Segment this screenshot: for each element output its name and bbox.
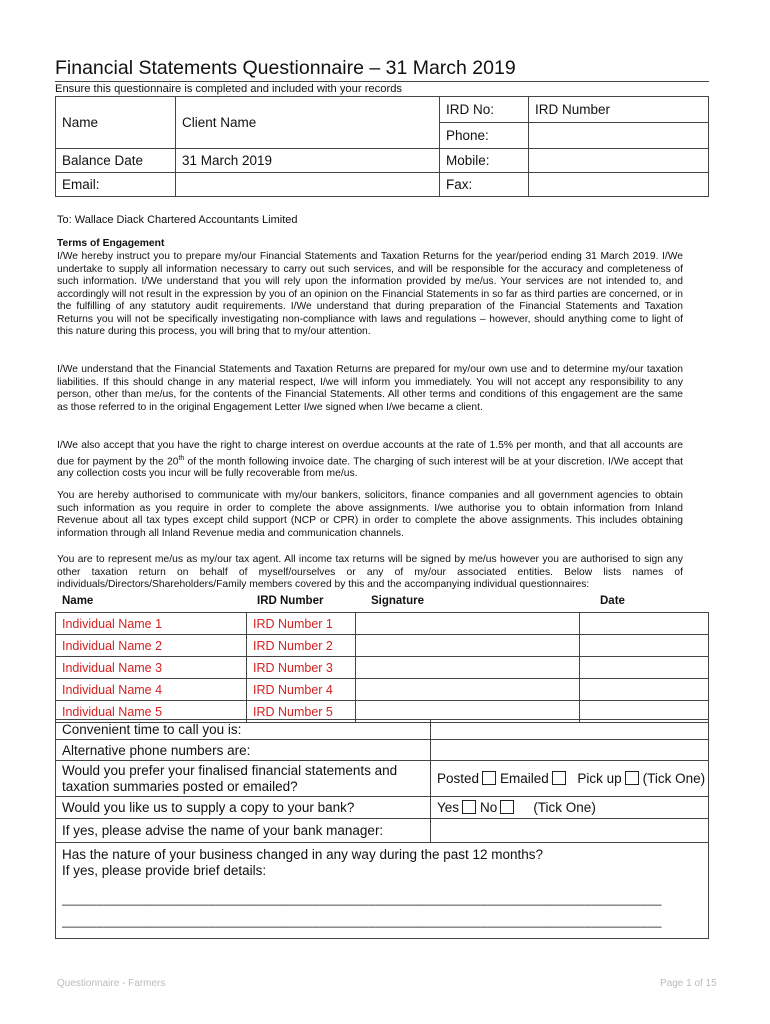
individuals-table	[55, 612, 709, 723]
page-title: Financial Statements Questionnaire – 31 March 2019	[55, 57, 516, 79]
tick-one-note: (Tick One)	[642, 771, 706, 786]
client-details-table	[55, 96, 709, 197]
ird-number-cell[interactable]: IRD Number 1	[247, 613, 356, 635]
business-change-cell[interactable]	[56, 843, 709, 939]
subtitle: Ensure this questionnaire is completed and included with your records	[55, 83, 403, 95]
phone-label: Phone:	[440, 123, 529, 149]
footer-document-name: Questionnaire - Farmers	[57, 978, 166, 989]
name-label: Name	[56, 97, 176, 149]
terms-paragraph-4: You are hereby authorised to communicate with my/our bankers, solicitors, finance companies and all government agencies to obtain such information as you require in order to complete the above assignments. I/we authorise you to obtain information from Inland Revenue about all tax types except child support (NCP or CPR) in order to complete the above assignments. This includes obtaining information through all Inland Revenue media and communication channels.	[57, 490, 683, 539]
business-change-details-label: If yes, please provide brief details:	[62, 863, 267, 878]
signature-cell[interactable]	[356, 657, 580, 679]
ird-number-cell[interactable]: IRD Number 5	[247, 701, 356, 723]
yes-label: Yes	[437, 800, 460, 815]
header-ird-number: IRD Number	[257, 595, 324, 607]
individual-name-cell[interactable]: Individual Name 4	[56, 679, 247, 701]
fax-label: Fax:	[440, 173, 529, 197]
bank-copy-label: Would you like us to supply a copy to your bank?	[56, 797, 431, 819]
terms-paragraph-3	[57, 440, 683, 481]
email-field[interactable]	[176, 173, 440, 197]
title-divider	[55, 81, 709, 82]
bank-copy-options	[431, 797, 709, 819]
mobile-label: Mobile:	[440, 149, 529, 173]
date-cell[interactable]	[580, 635, 709, 657]
answer-line-2[interactable]: ______________________________________________________________________________________	[62, 914, 662, 928]
terms-p3-end: of the month following invoice date. The charging of such interest will be at your discretion. I/We accept that any collection costs you incur will be fully recoverable from me/us.	[57, 455, 683, 480]
bank-manager-field[interactable]	[431, 819, 709, 843]
individual-name-cell[interactable]: Individual Name 3	[56, 657, 247, 679]
delivery-preference-label: Would you prefer your finalised financial statements and taxation summaries posted or emailed?	[56, 761, 431, 797]
fax-field[interactable]	[529, 173, 709, 197]
ird-number-cell[interactable]: IRD Number 4	[247, 679, 356, 701]
ird-number-field[interactable]: IRD Number	[529, 97, 709, 123]
individual-name-cell[interactable]: Individual Name 2	[56, 635, 247, 657]
terms-paragraph-1: I/We hereby instruct you to prepare my/our Financial Statements and Taxation Returns for the year/period ending 31 March 2019. I/We undertake to supply all information necessary to carry out such services, and will be responsible for the accuracy and completeness of such information. I/We understand that you will rely upon the information provided by me/us. Your services are not intended to, and accordingly will not result in the expression by you of an opinion on the Financial Statements in so far as third parties are concerned, or in the fulfilling of any statutory audit requirements. I/We understand that during preparation of the Financial Statements and Taxation Returns you will not be specifically investigating non-compliance with laws and regulations – however, should anything come to light of this nature during this process, you will bring that to my/our attention.	[57, 251, 683, 337]
posted-checkbox[interactable]	[482, 771, 496, 785]
date-cell[interactable]	[580, 657, 709, 679]
table-row	[56, 657, 709, 679]
alt-phone-field[interactable]	[431, 740, 709, 761]
terms-paragraph-2: I/We understand that the Financial Statements and Taxation Returns are prepared for my/our own use and to determine my/our taxation liabilities. If this should change in any material respect, I/we will inform you immediately. You will not accept any responsibility to any person, other than me/us, for the contents of the Financial Statements. All other terms and conditions of this engagement are the same as those referred to in the original Engagement Letter I/we signed when I/we became a client.	[57, 364, 683, 413]
pickup-label: Pick up	[577, 771, 622, 786]
email-label: Email:	[56, 173, 176, 197]
balance-date-field[interactable]: 31 March 2019	[176, 149, 440, 173]
ird-number-cell[interactable]: IRD Number 2	[247, 635, 356, 657]
table-row	[56, 679, 709, 701]
emailed-label: Emailed	[500, 771, 549, 786]
emailed-checkbox[interactable]	[552, 771, 566, 785]
pickup-checkbox[interactable]	[625, 771, 639, 785]
header-date: Date	[600, 595, 625, 607]
business-change-question: Has the nature of your business changed in any way during the past 12 months?	[62, 847, 544, 862]
terms-heading: Terms of Engagement	[57, 238, 165, 249]
signature-cell[interactable]	[356, 613, 580, 635]
answer-line-1[interactable]: ______________________________________________________________________________________	[62, 892, 662, 906]
client-name-field[interactable]: Client Name	[176, 97, 440, 149]
ird-number-cell[interactable]: IRD Number 3	[247, 657, 356, 679]
phone-field[interactable]	[529, 123, 709, 149]
header-signature: Signature	[371, 595, 425, 607]
footer-page-number: Page 1 of 15	[660, 978, 717, 989]
mobile-field[interactable]	[529, 149, 709, 173]
questions-table	[55, 719, 709, 939]
no-label: No	[480, 800, 498, 815]
yes-checkbox[interactable]	[462, 800, 476, 814]
ird-label: IRD No:	[440, 97, 529, 123]
header-name: Name	[62, 595, 94, 607]
table-row	[56, 635, 709, 657]
date-cell[interactable]	[580, 613, 709, 635]
people-table-header	[57, 595, 711, 611]
delivery-preference-options	[431, 761, 709, 797]
signature-cell[interactable]	[356, 679, 580, 701]
individual-name-cell[interactable]: Individual Name 5	[56, 701, 247, 723]
individual-name-cell[interactable]: Individual Name 1	[56, 613, 247, 635]
tick-one-note-2: (Tick One)	[533, 800, 596, 815]
terms-p3-start: I/We also accept that you have the right to charge interest on overdue accounts at the rate of 1.5% per month, and that all accounts are due for payment by the 20	[57, 440, 683, 467]
call-time-label: Convenient time to call you is:	[56, 720, 431, 740]
posted-label: Posted	[437, 771, 480, 786]
no-checkbox[interactable]	[500, 800, 514, 814]
terms-paragraph-5: You are to represent me/us as my/our tax agent. All income tax returns will be signed by me/us however you are authorised to sign any other taxation return on behalf of myself/ourselves or any of my/our associated entities. Below lists names of individuals/Directors/Shareholders/Family members covered by this and the accompanying individual questionnaires:	[57, 554, 683, 590]
ordinal-suffix: th	[178, 454, 185, 462]
table-row	[56, 613, 709, 635]
bank-manager-label: If yes, please advise the name of your bank manager:	[56, 819, 431, 843]
addressee-line: To: Wallace Diack Chartered Accountants Limited	[57, 214, 298, 226]
call-time-field[interactable]	[431, 720, 709, 740]
balance-date-label: Balance Date	[56, 149, 176, 173]
signature-cell[interactable]	[356, 635, 580, 657]
alt-phone-label: Alternative phone numbers are:	[56, 740, 431, 761]
date-cell[interactable]	[580, 679, 709, 701]
